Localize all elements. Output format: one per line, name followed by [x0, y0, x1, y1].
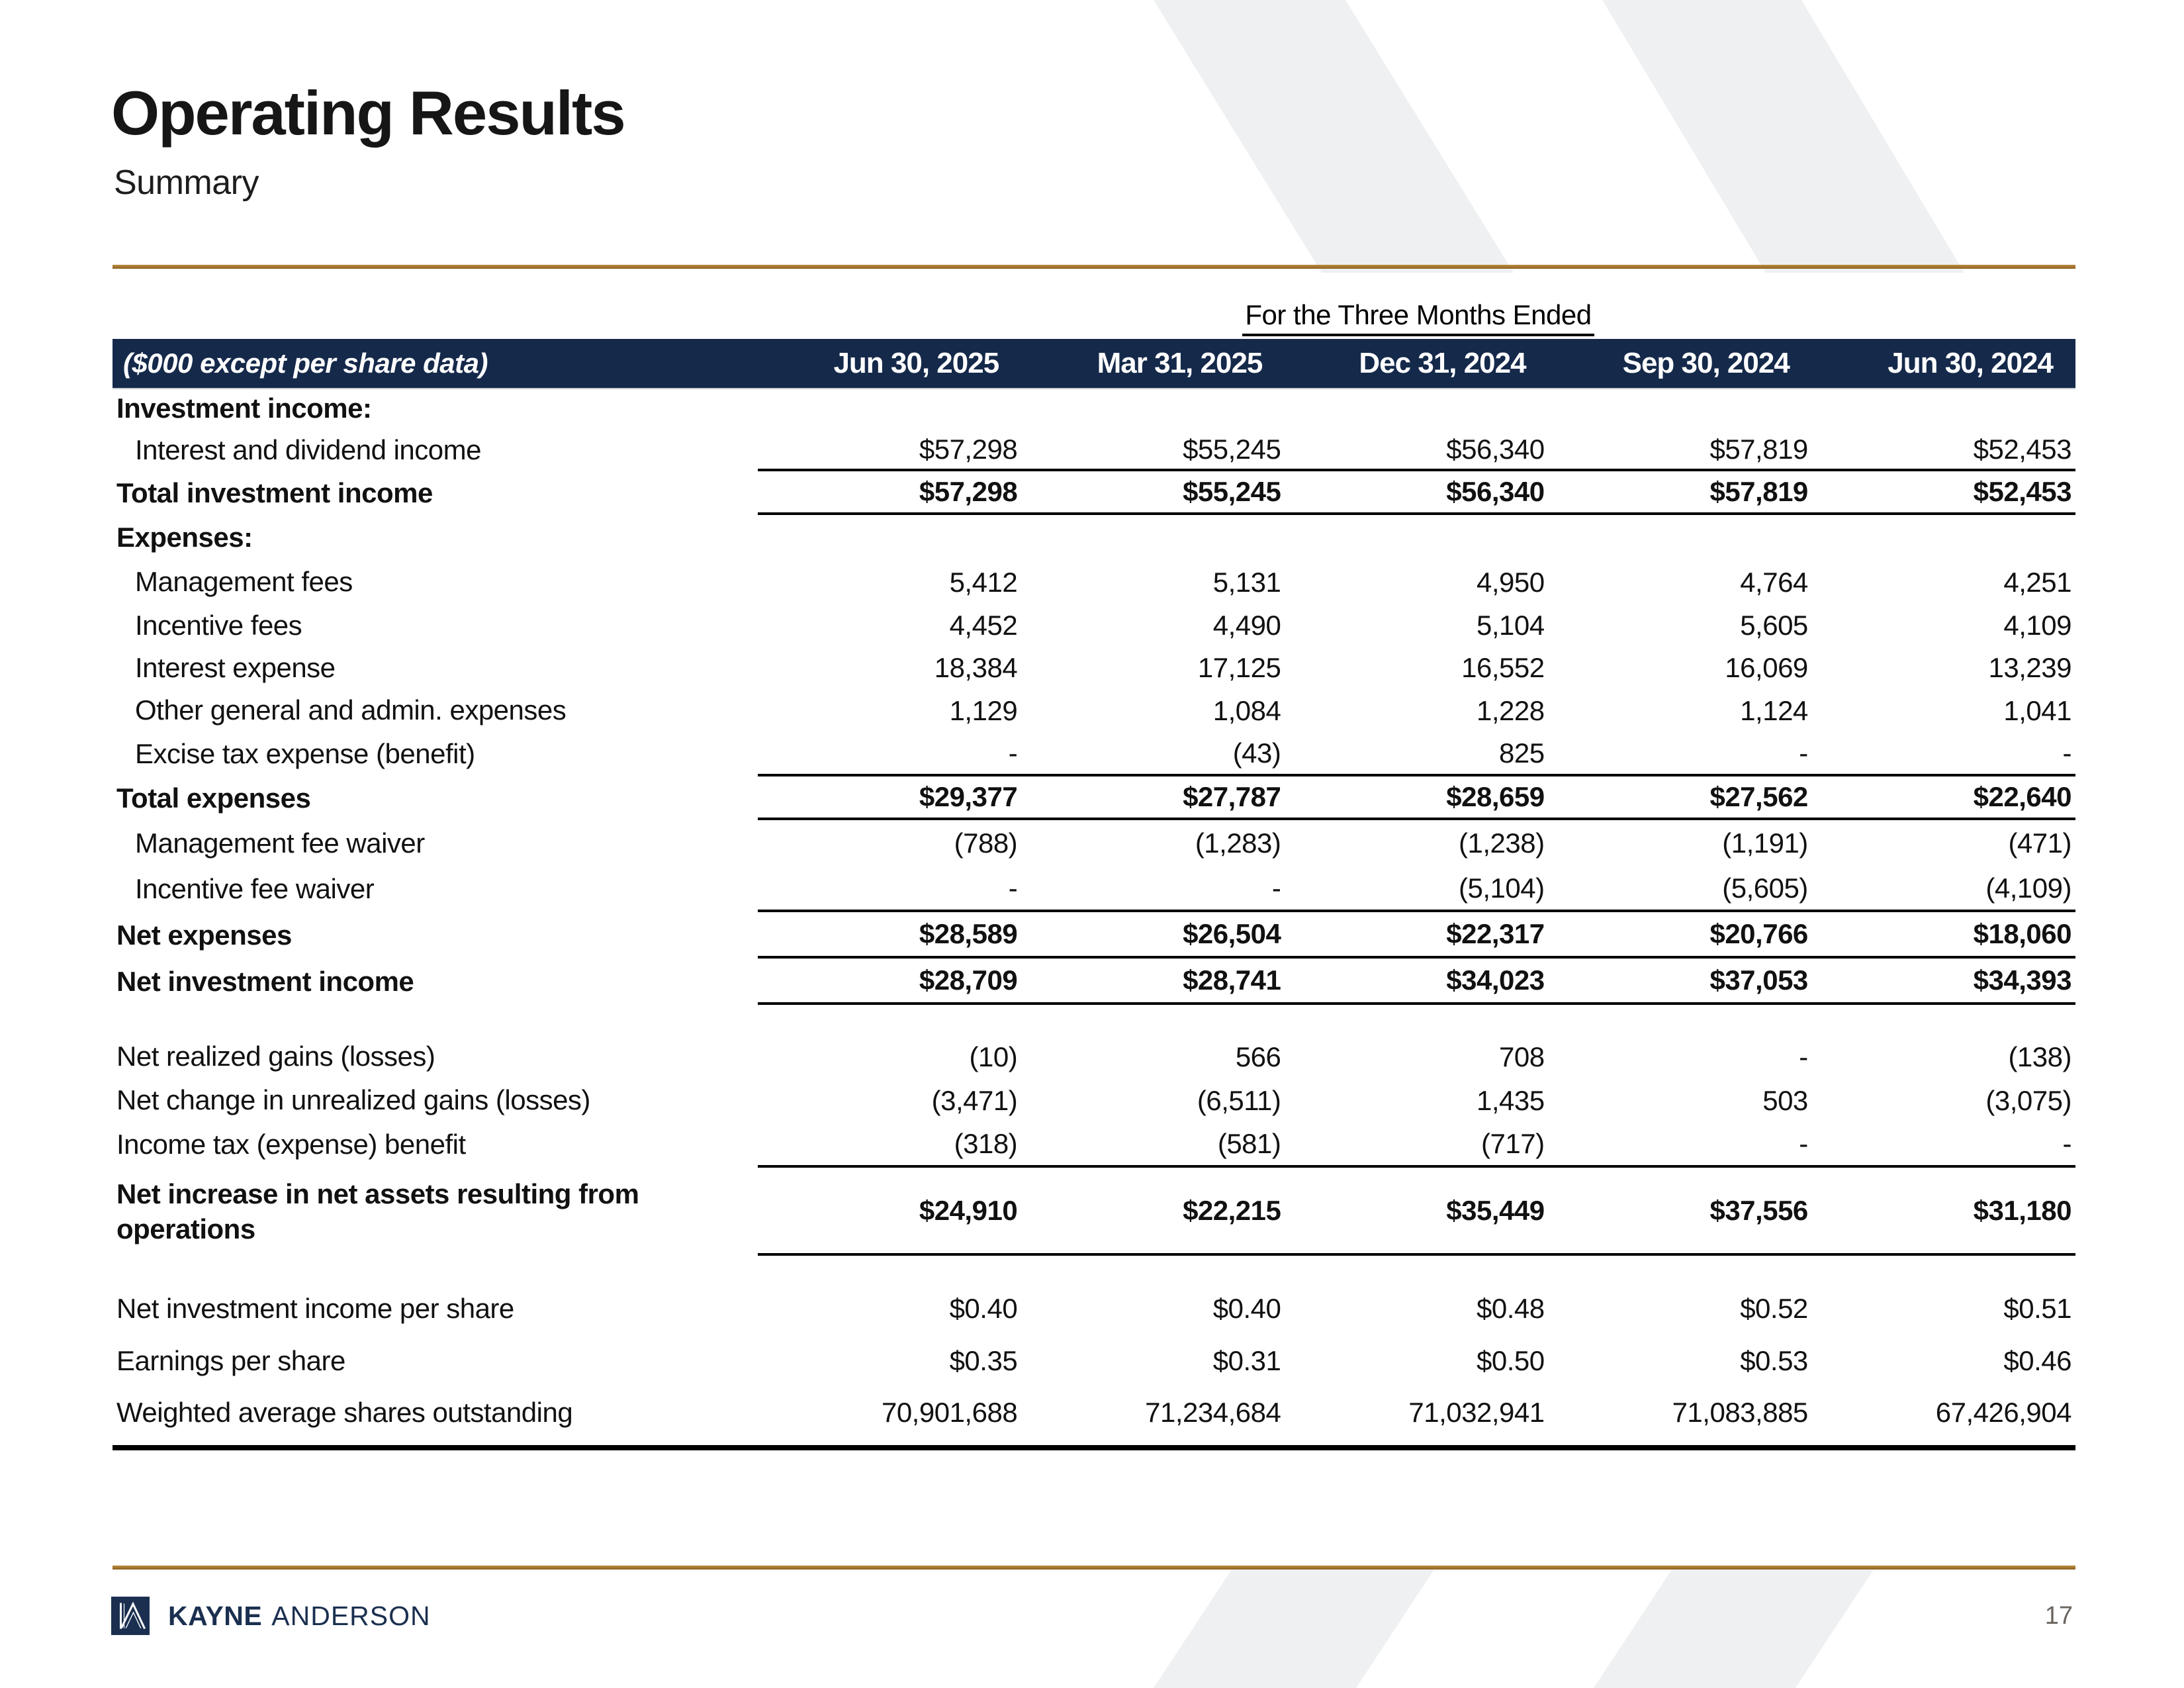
row-label: Income tax (expense) benefit [116, 1129, 466, 1160]
row-value: 16,552 [1461, 652, 1545, 683]
row-value: 1,129 [949, 694, 1018, 726]
table-row [113, 604, 2075, 647]
table-row [113, 1335, 2075, 1387]
table-section-gap [113, 1256, 2075, 1282]
footer-divider [113, 1566, 2075, 1570]
row-label: Excise tax expense (benefit) [135, 738, 475, 770]
row-label: Net realized gains (losses) [116, 1041, 435, 1072]
row-label: Management fee waiver [135, 827, 425, 859]
row-label: Net investment income [116, 965, 414, 997]
row-value: $57,819 [1549, 471, 1812, 515]
row-label: Expenses: [116, 521, 253, 553]
row-value: - [1549, 732, 1812, 776]
page-number: 17 [2044, 1602, 2073, 1630]
row-value: 18,384 [934, 652, 1018, 683]
row-value: 5,605 [1740, 610, 1808, 641]
row-value: 71,083,885 [1672, 1397, 1808, 1428]
table-row [113, 820, 2075, 867]
row-value: $56,340 [1285, 471, 1548, 515]
row-value: $28,659 [1285, 776, 1548, 820]
row-value: $31,180 [1812, 1168, 2075, 1256]
row-label: Interest expense [135, 651, 336, 683]
row-label: Incentive fee waiver [135, 873, 375, 905]
row-value: - [758, 867, 1021, 912]
row-value: $22,640 [1812, 776, 2075, 820]
page-subtitle: Summary [114, 164, 259, 202]
row-value: $28,589 [758, 912, 1021, 959]
row-value: (788) [954, 827, 1018, 859]
row-value: $0.51 [2003, 1293, 2071, 1324]
table-row [113, 560, 2075, 604]
row-value [1549, 515, 1812, 560]
row-value: $37,556 [1549, 1168, 1812, 1256]
row-label: Weighted average shares outstanding [116, 1396, 573, 1428]
row-value: (43) [1021, 732, 1285, 776]
ka-monogram-icon [111, 1597, 150, 1635]
row-value: 5,104 [1476, 610, 1545, 641]
table-row [113, 1035, 2075, 1079]
row-value [1285, 388, 1548, 430]
watermark-stripe [1154, 1568, 1435, 1688]
row-value: $22,317 [1285, 912, 1548, 959]
row-value: - [1799, 1041, 1808, 1072]
row-value: (581) [1021, 1122, 1285, 1168]
row-value: (138) [2008, 1041, 2071, 1072]
row-label: Investment income: [116, 393, 372, 424]
row-label: Incentive fees [135, 609, 302, 641]
row-value: 71,234,684 [1145, 1397, 1281, 1428]
row-value: $37,053 [1549, 959, 1812, 1005]
row-value: $0.35 [949, 1345, 1018, 1376]
row-value: $55,245 [1021, 430, 1285, 471]
page-title: Operating Results [111, 78, 625, 148]
row-value: 17,125 [1197, 652, 1281, 683]
row-value [758, 515, 1021, 560]
row-value: (717) [1285, 1122, 1548, 1168]
table-row [113, 647, 2075, 689]
top-divider [113, 265, 2075, 269]
row-value: $34,023 [1285, 959, 1548, 1005]
row-value: 4,950 [1476, 566, 1545, 598]
row-label: Net investment income per share [116, 1292, 514, 1324]
table-header-row [113, 339, 2075, 388]
table-row [113, 732, 2075, 776]
table-row [113, 515, 2075, 560]
table-row [113, 471, 2075, 515]
table-row [113, 1282, 2075, 1335]
row-value [1549, 388, 1812, 430]
row-value: $22,215 [1021, 1168, 1285, 1256]
table-row [113, 912, 2075, 959]
row-value: $28,709 [758, 959, 1021, 1005]
row-value: 13,239 [1988, 652, 2071, 683]
row-value: 708 [1499, 1041, 1545, 1072]
row-value: (10) [969, 1041, 1018, 1072]
row-value: - [758, 732, 1021, 776]
watermark-stripe [1602, 0, 1964, 273]
row-value: $57,298 [758, 430, 1021, 471]
row-value: $20,766 [1549, 912, 1812, 959]
row-value: $57,298 [758, 471, 1021, 515]
row-value: (1,283) [1195, 827, 1281, 859]
table-row [113, 1168, 2075, 1256]
row-value: 4,109 [2003, 610, 2071, 641]
table-corner-label: ($000 except per share data) [123, 348, 488, 379]
row-value: $0.40 [949, 1293, 1018, 1324]
column-header: Dec 31, 2024 [1359, 347, 1526, 379]
row-value: (6,511) [1197, 1084, 1281, 1116]
row-value: (5,104) [1285, 867, 1548, 912]
row-value [1812, 388, 2075, 430]
row-value [758, 388, 1021, 430]
row-value [1812, 515, 2075, 560]
row-value: (4,109) [1812, 867, 2075, 912]
row-value: 1,041 [2003, 694, 2071, 726]
row-value: 825 [1285, 732, 1548, 776]
row-value: - [1021, 867, 1285, 912]
row-value: $0.52 [1740, 1293, 1808, 1324]
row-value: 4,452 [949, 610, 1018, 641]
row-value: $35,449 [1285, 1168, 1548, 1256]
table-group-header-text: For the Three Months Ended [1242, 299, 1594, 336]
row-label: Interest and dividend income [135, 434, 481, 466]
row-value: 4,251 [2003, 566, 2071, 598]
row-value: $26,504 [1021, 912, 1285, 959]
table-row [113, 430, 2075, 471]
column-header: Jun 30, 2024 [1888, 347, 2053, 379]
row-value: 5,412 [949, 566, 1018, 598]
row-value: (3,471) [931, 1084, 1018, 1116]
table-row [113, 1387, 2075, 1438]
row-value: (1,191) [1722, 827, 1808, 859]
row-value: $0.31 [1212, 1345, 1281, 1376]
row-label: Earnings per share [116, 1344, 345, 1376]
row-value: 4,490 [1212, 610, 1281, 641]
row-value: 1,084 [1212, 694, 1281, 726]
row-value: - [1812, 1122, 2075, 1168]
table-row [113, 867, 2075, 912]
column-header: Mar 31, 2025 [1097, 347, 1263, 379]
table-group-header [758, 299, 2079, 336]
row-value: 1,228 [1476, 694, 1545, 726]
row-value: 4,764 [1740, 566, 1808, 598]
row-value: $18,060 [1812, 912, 2075, 959]
row-value: $27,787 [1021, 776, 1285, 820]
brand-name [168, 1597, 431, 1635]
table-body [113, 388, 2075, 1450]
row-label: Net change in unrealized gains (losses) [116, 1084, 590, 1116]
row-value [1021, 388, 1285, 430]
row-value: (3,075) [1985, 1084, 2071, 1116]
row-value: $0.40 [1212, 1293, 1281, 1324]
row-value: $24,910 [758, 1168, 1021, 1256]
watermark-stripe [1154, 0, 1514, 273]
row-value: $57,819 [1549, 430, 1812, 471]
column-header: Sep 30, 2024 [1622, 347, 1790, 379]
row-value: $28,741 [1021, 959, 1285, 1005]
row-value: 566 [1235, 1041, 1281, 1072]
row-value: - [1812, 732, 2075, 776]
row-value: 1,124 [1740, 694, 1808, 726]
row-label: Net increase in net assets resulting from operations [116, 1178, 639, 1244]
row-value: $29,377 [758, 776, 1021, 820]
row-value: $56,340 [1285, 430, 1548, 471]
row-value: - [1549, 1122, 1812, 1168]
row-value: (318) [758, 1122, 1021, 1168]
row-value: $0.50 [1476, 1345, 1545, 1376]
brand-name-anderson: ANDERSON [271, 1600, 431, 1631]
row-value: $27,562 [1549, 776, 1812, 820]
row-value: 71,032,941 [1408, 1397, 1545, 1428]
watermark-stripe [1594, 1568, 1875, 1688]
row-label: Other general and admin. expenses [135, 694, 567, 726]
table-row [113, 1122, 2075, 1168]
row-value: $0.46 [2003, 1345, 2071, 1376]
row-value: 67,426,904 [1935, 1397, 2071, 1428]
row-label: Total expenses [116, 782, 311, 814]
row-value: 70,901,688 [881, 1397, 1018, 1428]
row-value: (471) [2008, 827, 2071, 859]
row-label: Net expenses [116, 919, 292, 951]
table-bottom-padding [113, 1438, 2075, 1445]
row-value: 503 [1762, 1084, 1808, 1116]
table-row [113, 388, 2075, 430]
table-row [113, 959, 2075, 1005]
column-header: Jun 30, 2025 [833, 347, 999, 379]
row-value [1021, 515, 1285, 560]
row-value: $55,245 [1021, 471, 1285, 515]
row-value: 16,069 [1725, 652, 1808, 683]
row-value: (1,238) [1459, 827, 1545, 859]
table-row [113, 1079, 2075, 1122]
row-value: $34,393 [1812, 959, 2075, 1005]
brand-name-kayne: KAYNE [168, 1600, 263, 1631]
row-value: 1,435 [1476, 1084, 1545, 1116]
row-value: $52,453 [1812, 471, 2075, 515]
row-label: Management fees [135, 566, 353, 598]
row-label: Total investment income [116, 477, 433, 508]
row-value: $52,453 [1812, 430, 2075, 471]
table-row [113, 689, 2075, 732]
row-value: $0.48 [1476, 1293, 1545, 1324]
row-value: $0.53 [1740, 1345, 1808, 1376]
table-row [113, 776, 2075, 820]
row-value [1285, 515, 1548, 560]
table-section-gap [113, 1005, 2075, 1035]
row-value: (5,605) [1549, 867, 1812, 912]
row-value: 5,131 [1212, 566, 1281, 598]
